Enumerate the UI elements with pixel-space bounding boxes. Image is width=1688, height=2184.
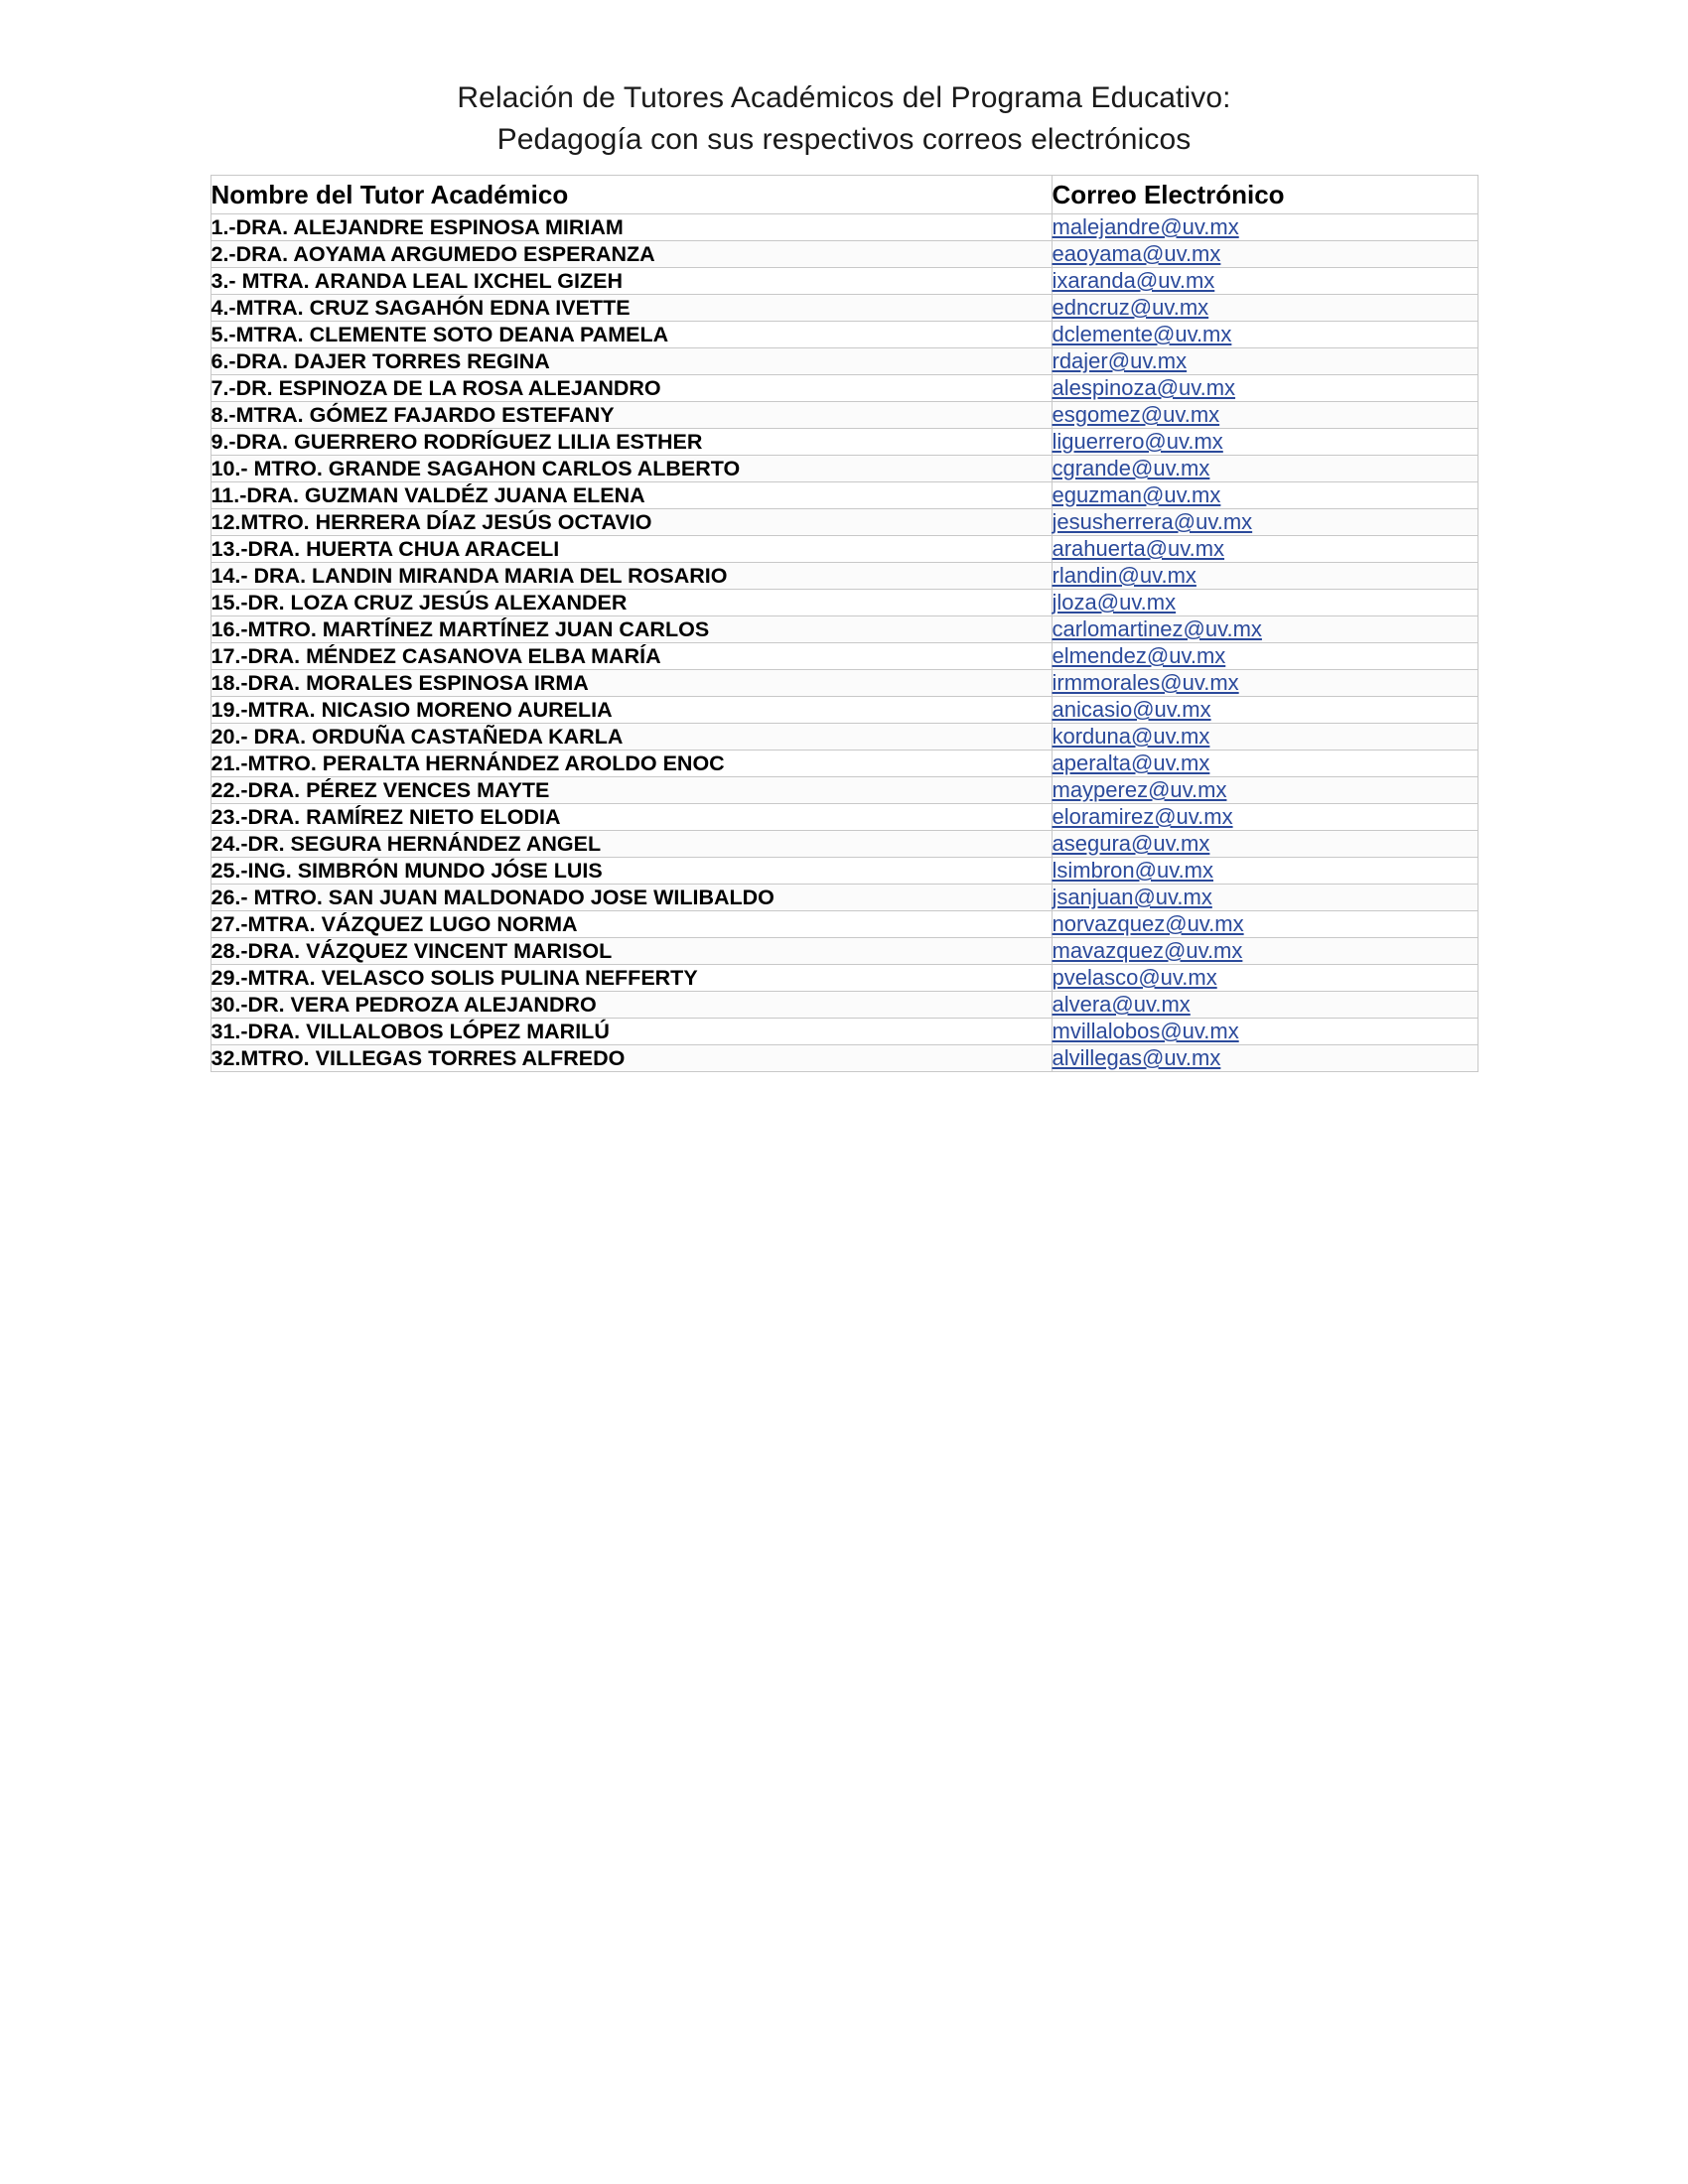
- tutor-email-cell[interactable]: [1052, 858, 1477, 885]
- tutor-email-link[interactable]: anicasio@uv.mx: [1052, 697, 1211, 722]
- tutor-email-link[interactable]: jloza@uv.mx: [1052, 590, 1177, 614]
- tutor-email-link[interactable]: pvelasco@uv.mx: [1052, 965, 1217, 990]
- table-row: [211, 482, 1477, 509]
- tutor-email-cell[interactable]: [1052, 885, 1477, 911]
- tutor-name-cell: 26.- MTRO. SAN JUAN MALDONADO JOSE WILIBALDO: [211, 885, 1052, 911]
- tutor-name-cell: 1.-DRA. ALEJANDRE ESPINOSA MIRIAM: [211, 214, 1052, 241]
- table-row: [211, 804, 1477, 831]
- table-body: [211, 214, 1477, 1072]
- tutor-email-link[interactable]: mavazquez@uv.mx: [1052, 938, 1243, 963]
- table-row: [211, 402, 1477, 429]
- tutor-name-cell: 9.-DRA. GUERRERO RODRÍGUEZ LILIA ESTHER: [211, 429, 1052, 456]
- table-row: [211, 777, 1477, 804]
- tutor-name-cell: 23.-DRA. RAMÍREZ NIETO ELODIA: [211, 804, 1052, 831]
- tutor-email-cell[interactable]: [1052, 295, 1477, 322]
- tutor-name-cell: 19.-MTRA. NICASIO MORENO AURELIA: [211, 697, 1052, 724]
- tutor-email-cell[interactable]: [1052, 911, 1477, 938]
- tutor-email-link[interactable]: liguerrero@uv.mx: [1052, 429, 1223, 454]
- tutor-email-link[interactable]: mayperez@uv.mx: [1052, 777, 1227, 802]
- tutor-email-cell[interactable]: [1052, 241, 1477, 268]
- table-row: [211, 643, 1477, 670]
- tutor-name-cell: 20.- DRA. ORDUÑA CASTAÑEDA KARLA: [211, 724, 1052, 751]
- table-row: [211, 375, 1477, 402]
- page-title: [169, 77, 1519, 161]
- tutor-email-link[interactable]: cgrande@uv.mx: [1052, 456, 1210, 480]
- tutor-email-link[interactable]: arahuerta@uv.mx: [1052, 536, 1225, 561]
- tutor-email-link[interactable]: lsimbron@uv.mx: [1052, 858, 1214, 883]
- tutor-email-cell[interactable]: [1052, 268, 1477, 295]
- table-row: [211, 322, 1477, 348]
- column-header-email: Correo Electrónico: [1052, 176, 1477, 214]
- tutor-email-cell[interactable]: [1052, 348, 1477, 375]
- tutor-name-cell: 22.-DRA. PÉREZ VENCES MAYTE: [211, 777, 1052, 804]
- tutor-name-cell: 8.-MTRA. GÓMEZ FAJARDO ESTEFANY: [211, 402, 1052, 429]
- table-row: [211, 456, 1477, 482]
- table-row: [211, 670, 1477, 697]
- tutor-email-cell[interactable]: [1052, 643, 1477, 670]
- tutor-name-cell: 21.-MTRO. PERALTA HERNÁNDEZ AROLDO ENOC: [211, 751, 1052, 777]
- tutor-email-cell[interactable]: [1052, 1045, 1477, 1072]
- tutor-email-link[interactable]: asegura@uv.mx: [1052, 831, 1210, 856]
- tutor-name-cell: 7.-DR. ESPINOZA DE LA ROSA ALEJANDRO: [211, 375, 1052, 402]
- tutor-name-cell: 29.-MTRA. VELASCO SOLIS PULINA NEFFERTY: [211, 965, 1052, 992]
- tutor-email-cell[interactable]: [1052, 616, 1477, 643]
- table-row: [211, 938, 1477, 965]
- tutor-email-cell[interactable]: [1052, 590, 1477, 616]
- table-row: [211, 831, 1477, 858]
- tutor-email-cell[interactable]: [1052, 536, 1477, 563]
- table-row: [211, 590, 1477, 616]
- tutor-email-link[interactable]: jesusherrera@uv.mx: [1052, 509, 1253, 534]
- tutor-email-cell[interactable]: [1052, 375, 1477, 402]
- tutor-email-link[interactable]: ixaranda@uv.mx: [1052, 268, 1215, 293]
- tutor-email-link[interactable]: alvera@uv.mx: [1052, 992, 1191, 1017]
- tutor-email-link[interactable]: norvazquez@uv.mx: [1052, 911, 1244, 936]
- table-row: [211, 429, 1477, 456]
- table-row: [211, 885, 1477, 911]
- tutor-name-cell: 4.-MTRA. CRUZ SAGAHÓN EDNA IVETTE: [211, 295, 1052, 322]
- tutor-name-cell: 18.-DRA. MORALES ESPINOSA IRMA: [211, 670, 1052, 697]
- tutor-email-link[interactable]: malejandre@uv.mx: [1052, 214, 1239, 239]
- tutor-email-cell[interactable]: [1052, 456, 1477, 482]
- table-header-row: [211, 176, 1477, 214]
- tutor-name-cell: 14.- DRA. LANDIN MIRANDA MARIA DEL ROSARIO: [211, 563, 1052, 590]
- tutor-name-cell: 5.-MTRA. CLEMENTE SOTO DEANA PAMELA: [211, 322, 1052, 348]
- tutor-email-link[interactable]: jsanjuan@uv.mx: [1052, 885, 1212, 909]
- tutor-email-link[interactable]: rdajer@uv.mx: [1052, 348, 1188, 373]
- tutor-email-link[interactable]: dclemente@uv.mx: [1052, 322, 1232, 346]
- tutor-name-cell: 2.-DRA. AOYAMA ARGUMEDO ESPERANZA: [211, 241, 1052, 268]
- tutor-email-link[interactable]: irmmorales@uv.mx: [1052, 670, 1239, 695]
- tutor-name-cell: 13.-DRA. HUERTA CHUA ARACELI: [211, 536, 1052, 563]
- tutor-email-link[interactable]: eguzman@uv.mx: [1052, 482, 1221, 507]
- table-row: [211, 241, 1477, 268]
- tutor-email-link[interactable]: edncruz@uv.mx: [1052, 295, 1209, 320]
- table-row: [211, 1045, 1477, 1072]
- tutor-name-cell: 30.-DR. VERA PEDROZA ALEJANDRO: [211, 992, 1052, 1019]
- table-row: [211, 295, 1477, 322]
- tutor-name-cell: 11.-DRA. GUZMAN VALDÉZ JUANA ELENA: [211, 482, 1052, 509]
- tutor-email-cell[interactable]: [1052, 751, 1477, 777]
- table-row: [211, 751, 1477, 777]
- table-row: [211, 992, 1477, 1019]
- tutor-email-cell[interactable]: [1052, 563, 1477, 590]
- table-row: [211, 697, 1477, 724]
- tutor-name-cell: 15.-DR. LOZA CRUZ JESÚS ALEXANDER: [211, 590, 1052, 616]
- table-row: [211, 214, 1477, 241]
- tutor-email-cell[interactable]: [1052, 965, 1477, 992]
- table-row: [211, 616, 1477, 643]
- tutor-email-link[interactable]: elmendez@uv.mx: [1052, 643, 1226, 668]
- tutor-email-link[interactable]: carlomartinez@uv.mx: [1052, 616, 1262, 641]
- tutor-name-cell: 25.-ING. SIMBRÓN MUNDO JÓSE LUIS: [211, 858, 1052, 885]
- tutor-email-cell[interactable]: [1052, 777, 1477, 804]
- tutor-name-cell: 24.-DR. SEGURA HERNÁNDEZ ANGEL: [211, 831, 1052, 858]
- tutor-email-cell[interactable]: [1052, 992, 1477, 1019]
- tutors-table: [211, 175, 1478, 1072]
- tutor-email-cell[interactable]: [1052, 670, 1477, 697]
- tutor-email-cell[interactable]: [1052, 938, 1477, 965]
- table-row: [211, 911, 1477, 938]
- table-row: [211, 858, 1477, 885]
- tutor-email-link[interactable]: eaoyama@uv.mx: [1052, 241, 1221, 266]
- tutor-name-cell: 28.-DRA. VÁZQUEZ VINCENT MARISOL: [211, 938, 1052, 965]
- table-row: [211, 965, 1477, 992]
- tutor-email-link[interactable]: alvillegas@uv.mx: [1052, 1045, 1221, 1070]
- tutor-email-cell[interactable]: [1052, 322, 1477, 348]
- tutor-name-cell: 17.-DRA. MÉNDEZ CASANOVA ELBA MARÍA: [211, 643, 1052, 670]
- table-header: [211, 176, 1477, 214]
- tutor-name-cell: 32.MTRO. VILLEGAS TORRES ALFREDO: [211, 1045, 1052, 1072]
- column-header-name: Nombre del Tutor Académico: [211, 176, 1052, 214]
- page-title-line-2: Pedagogía con sus respectivos correos electrónicos: [496, 123, 1192, 156]
- tutor-email-cell[interactable]: [1052, 804, 1477, 831]
- tutor-email-link[interactable]: esgomez@uv.mx: [1052, 402, 1220, 427]
- tutor-email-cell[interactable]: [1052, 697, 1477, 724]
- tutor-email-cell[interactable]: [1052, 429, 1477, 456]
- tutor-name-cell: 12.MTRO. HERRERA DÍAZ JESÚS OCTAVIO: [211, 509, 1052, 536]
- table-row: [211, 563, 1477, 590]
- tutor-name-cell: 31.-DRA. VILLALOBOS LÓPEZ MARILÚ: [211, 1019, 1052, 1045]
- tutor-email-cell[interactable]: [1052, 1019, 1477, 1045]
- table-row: [211, 724, 1477, 751]
- tutor-email-link[interactable]: aperalta@uv.mx: [1052, 751, 1210, 775]
- table-row: [211, 509, 1477, 536]
- tutor-name-cell: 27.-MTRA. VÁZQUEZ LUGO NORMA: [211, 911, 1052, 938]
- tutor-email-link[interactable]: alespinoza@uv.mx: [1052, 375, 1236, 400]
- tutor-email-cell[interactable]: [1052, 831, 1477, 858]
- tutor-email-link[interactable]: mvillalobos@uv.mx: [1052, 1019, 1239, 1043]
- tutor-email-cell[interactable]: [1052, 402, 1477, 429]
- tutor-email-link[interactable]: eloramirez@uv.mx: [1052, 804, 1233, 829]
- tutor-email-link[interactable]: korduna@uv.mx: [1052, 724, 1210, 749]
- tutor-email-cell[interactable]: [1052, 214, 1477, 241]
- tutor-name-cell: 16.-MTRO. MARTÍNEZ MARTÍNEZ JUAN CARLOS: [211, 616, 1052, 643]
- tutor-email-cell[interactable]: [1052, 724, 1477, 751]
- tutor-name-cell: 10.- MTRO. GRANDE SAGAHON CARLOS ALBERTO: [211, 456, 1052, 482]
- tutor-name-cell: 3.- MTRA. ARANDA LEAL IXCHEL GIZEH: [211, 268, 1052, 295]
- table-row: [211, 348, 1477, 375]
- tutor-email-cell[interactable]: [1052, 509, 1477, 536]
- tutor-email-cell[interactable]: [1052, 482, 1477, 509]
- table-row: [211, 268, 1477, 295]
- tutor-name-cell: 6.-DRA. DAJER TORRES REGINA: [211, 348, 1052, 375]
- table-row: [211, 1019, 1477, 1045]
- page-title-line-1: Relación de Tutores Académicos del Programa Educativo:: [457, 81, 1231, 114]
- table-row: [211, 536, 1477, 563]
- tutor-email-link[interactable]: rlandin@uv.mx: [1052, 563, 1196, 588]
